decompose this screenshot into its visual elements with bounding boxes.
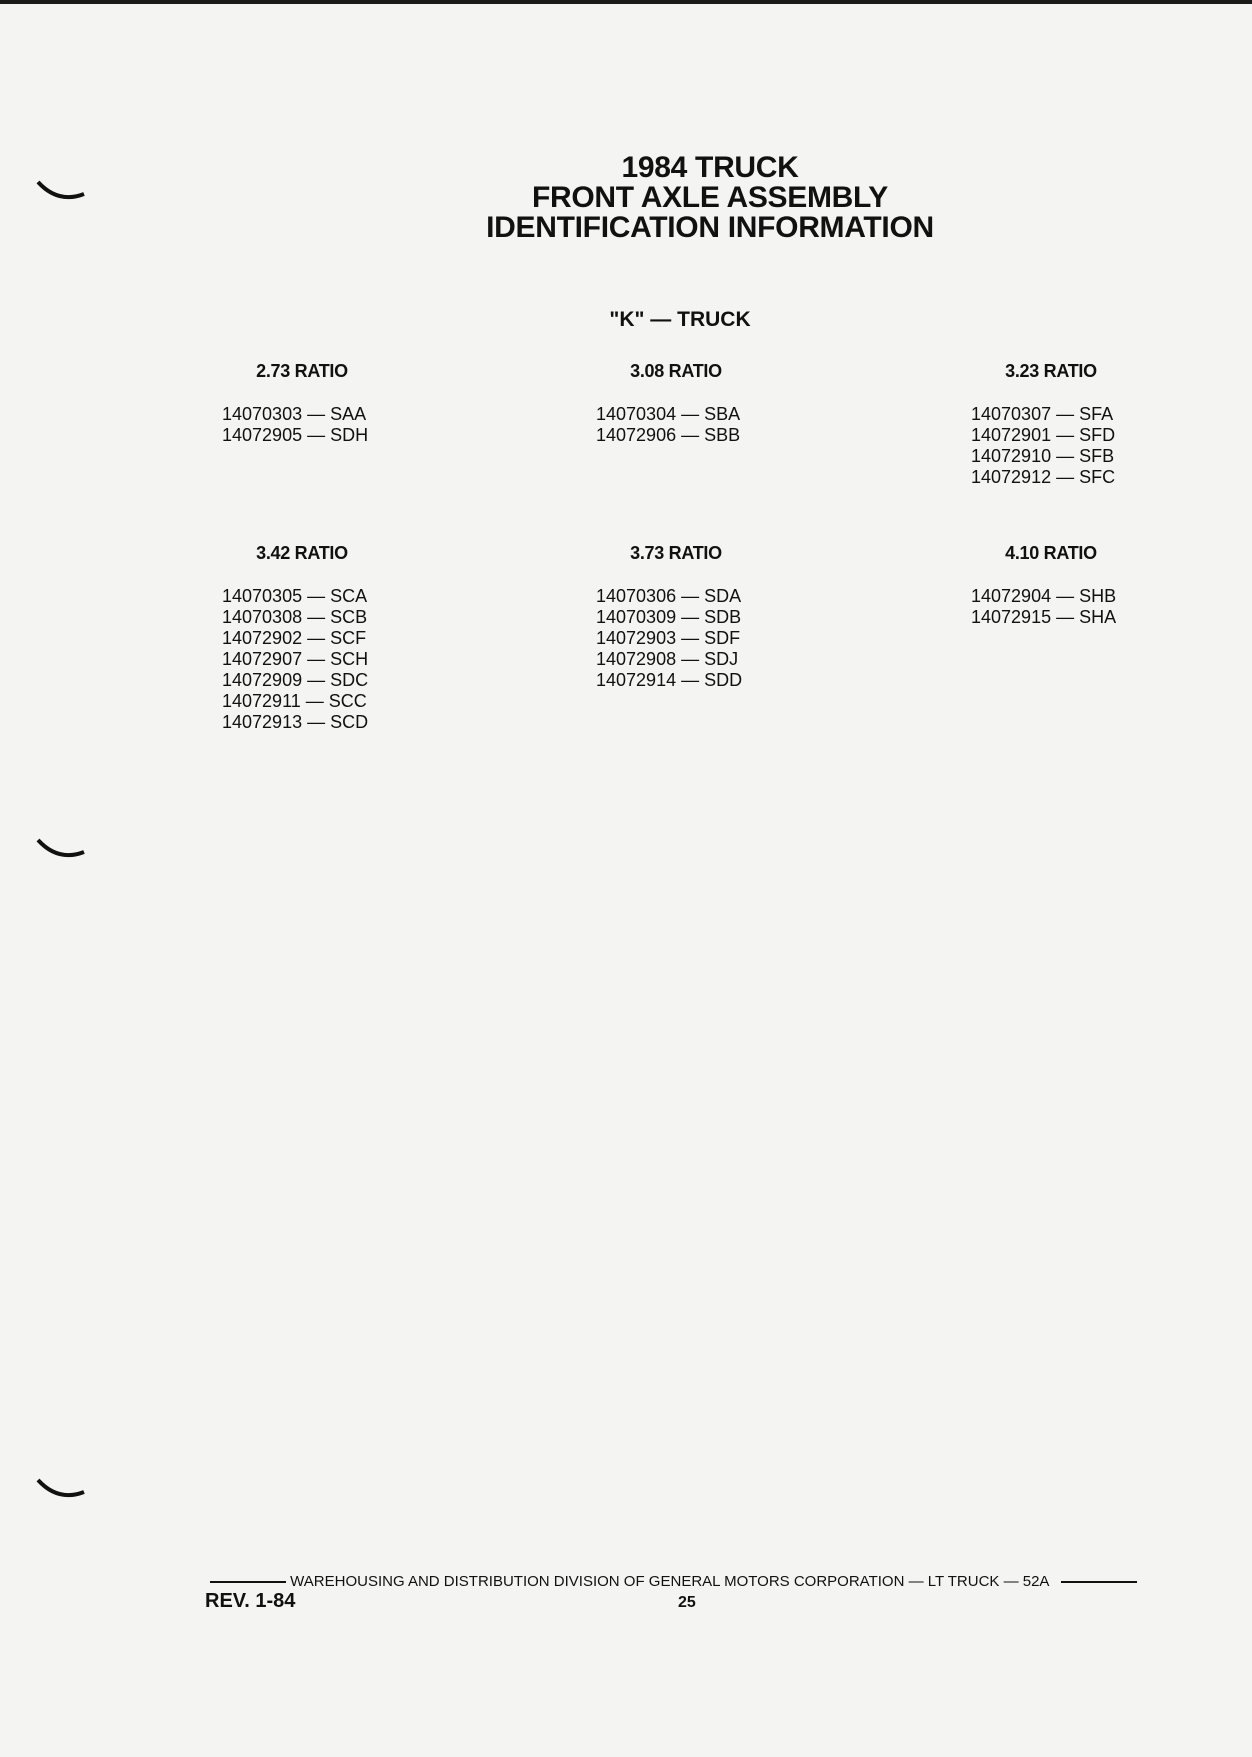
part-entry: 14072909 — SDC [222,670,369,690]
ratio-group-4-10 [971,543,1171,628]
footer-rule-left [210,1581,286,1583]
part-entry: 14070303 — SAA [222,404,367,424]
part-entry: 14072907 — SCH [222,649,369,669]
part-entry: 14072914 — SDD [596,670,743,690]
top-border-rule [0,0,1252,4]
part-entry: 14072915 — SHA [971,607,1117,627]
ratio-group-3-23 [971,361,1171,488]
page-number: 25 [678,1594,696,1611]
part-entry: 14070309 — SDB [596,607,742,627]
part-entry: 14072912 — SFC [971,467,1116,487]
footer-publisher-line [210,1573,1180,1590]
part-entry: 14070308 — SCB [222,607,368,627]
ratio-group-3-08 [596,361,796,446]
part-entry: 14070306 — SDA [596,586,742,606]
part-entry: 14072910 — SFB [971,446,1115,466]
part-list [596,404,796,446]
document-title [440,153,980,243]
part-entry: 14072902 — SCF [222,628,367,648]
ratio-heading: 2.73 RATIO [256,361,348,381]
footer-publisher-text: WAREHOUSING AND DISTRIBUTION DIVISION OF GENERAL MOTORS CORPORATION — LT TRUCK — 52A [290,1573,1049,1590]
ratio-heading: 3.08 RATIO [630,361,722,381]
revision-label: REV. 1-84 [205,1590,296,1612]
part-entry: 14072904 — SHB [971,586,1117,606]
part-entry: 14072906 — SBB [596,425,741,445]
section-subtitle: "K" — TRUCK [609,308,751,331]
ratio-heading: 3.73 RATIO [630,543,722,563]
part-entry: 14072903 — SDF [596,628,741,648]
part-entry: 14070307 — SFA [971,404,1114,424]
part-entry: 14072911 — SCC [222,691,367,711]
ratio-group-3-42 [222,543,422,733]
ratio-group-2-73 [222,361,422,446]
part-entry: 14072908 — SDJ [596,649,739,669]
part-entry: 14072905 — SDH [222,425,369,445]
part-list [971,404,1171,488]
ratio-group-3-73 [596,543,796,691]
ratio-heading: 3.42 RATIO [256,543,348,563]
part-list [971,586,1171,628]
binder-hole-mark-icon [36,838,86,860]
part-entry: 14072901 — SFD [971,425,1116,445]
title-line-2: FRONT AXLE ASSEMBLY [532,181,888,214]
title-line-3: IDENTIFICATION INFORMATION [486,211,934,244]
part-entry: 14070305 — SCA [222,586,368,606]
footer-rule-right [1061,1581,1137,1583]
binder-hole-mark-icon [36,180,86,202]
ratio-heading: 4.10 RATIO [1005,543,1097,563]
part-list [596,586,796,691]
part-list [222,404,422,446]
ratio-heading: 3.23 RATIO [1005,361,1097,381]
binder-hole-mark-icon [36,1478,86,1500]
title-line-1: 1984 TRUCK [621,151,799,184]
part-entry: 14070304 — SBA [596,404,741,424]
part-list [222,586,422,733]
part-entry: 14072913 — SCD [222,712,369,732]
